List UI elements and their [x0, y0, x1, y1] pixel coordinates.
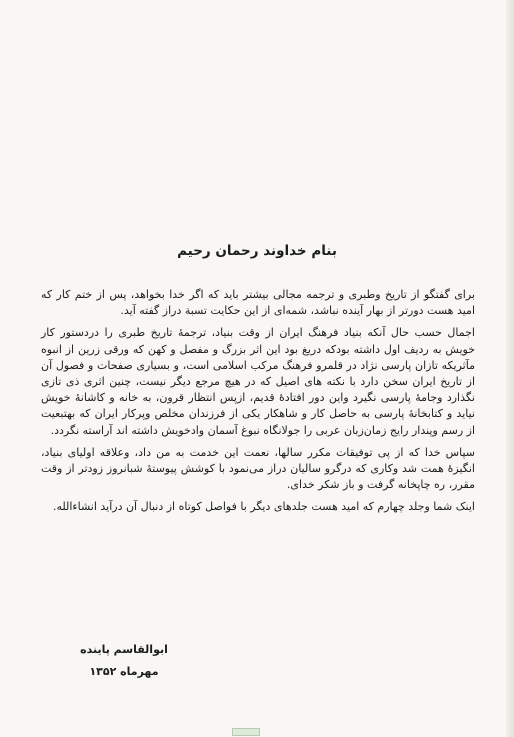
scan-footer [0, 729, 514, 737]
footer-logo-icon [232, 728, 260, 736]
scan-edge [506, 0, 514, 737]
author-name: ابوالقاسم پاینده [80, 643, 168, 656]
paragraph-4: اینک شما وجلد چهارم که امید هست جلدهای دیگر با فواصل کوتاه از دنبال آن درآید انشاءالله. [52, 500, 475, 514]
document-body [41, 287, 475, 522]
document-title: بنام خداوند رحمان رحیم [177, 243, 337, 259]
paragraph-3: سپاس خدا که از پی توفیقات مکرر سالها، نعمت این خدمت به من داد، وعلاقه اولیای بنیاد، انگیزهٔ همت شد وکاری که درگرو سالیان دراز می‌نمود با کوشش پیوستهٔ شبانروز زودتر از وقت مقرر، ره چاپخانه گرفت و باز شکر خدای. [41, 445, 475, 492]
signature-date: مهرماه ۱۳۵۲ [89, 665, 159, 678]
paragraph-2: اجمال حسب حال آنکه بنیاد فرهنگ ایران از وقت بنیاد، ترجمهٔ تاریخ طبری را دردستور کار خویش به ردیف اول داشته بودکه دریغ بود این اثر بزرگ و مفصل و کهن که ورقی زرین از انبوه مآثریکه تازان پارسی نژاد در قلمرو فرهنگ مرکب اسلامی است، و بسیاری صفحات و فصول آن از تاریخ ایران سخن دارد با نکته های اصیل که در هیچ مرجع دیگر نیست، چنین اثری ذی تازی نگذارد وجامهٔ پارسی نگیرد واین دور افتادهٔ قدیم، ازپس انتظار قرون، به خانه و کاشانهٔ خویش نیاید و کتابخانهٔ پارسی به حاصل کار و شاهکار یکی از فرزندان مخلص وپرکار ایران که بهتبعیت از رسم وپندار رایج زمان‌زبان عربی را جولانگاه نبوغ آسمان وادخویش داشته اند آراسته نگردد. [41, 326, 475, 437]
signature-block [54, 639, 194, 683]
paragraph-1: برای گفتگو از تاریخ وطبری و ترجمه مجالی بیشتر باید که اگر خدا بخواهد، پس از ختم کار که امید هست دورتر از بهار آینده نباشد، شمه‌ای از این حکایت تسبة دراز گفته آید. [41, 288, 475, 318]
